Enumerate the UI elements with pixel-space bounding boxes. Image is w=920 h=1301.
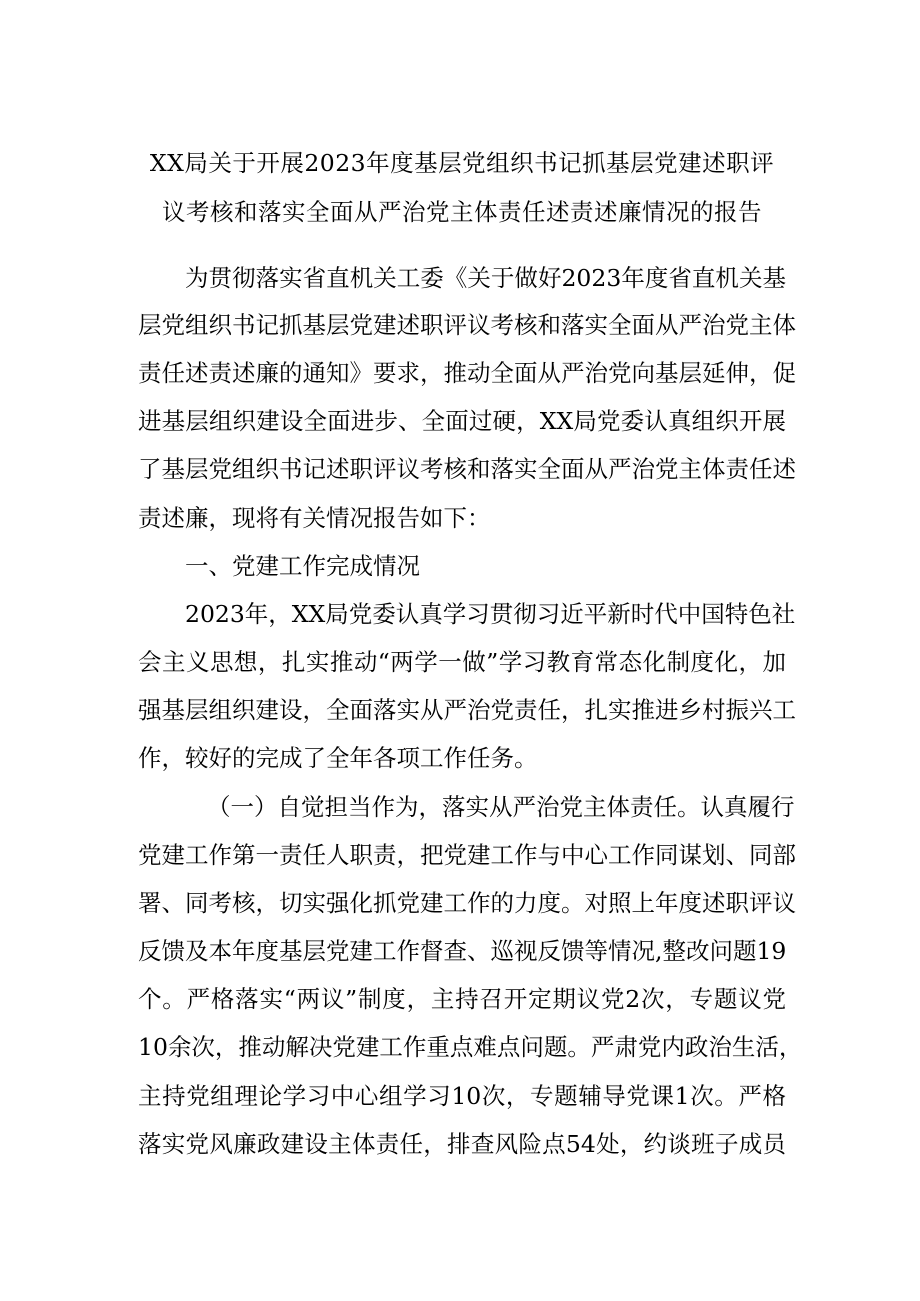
report-title-line-1: XX局关于开展2023年度基层党组织书记抓基层党建述职评	[149, 149, 775, 177]
paragraph-line: 了基层党组织书记述职评议考核和落实全面从严治党主体责任述	[138, 455, 796, 483]
paragraph-line: 10余次，推动解决党建工作重点难点问题。严肃党内政治生活，	[138, 1033, 803, 1061]
paragraph-line: 为贯彻落实省直机关工委《关于做好2023年度省直机关基	[185, 264, 786, 292]
paragraph-line: 层党组织书记抓基层党建述职评议考核和落实全面从严治党主体	[138, 311, 796, 339]
paragraph-line: 个。严格落实“两议”制度，主持召开定期议党2次，专题议党	[138, 985, 786, 1013]
paragraph-line: 落实党风廉政建设主体责任，排查风险点54处，约谈班子成员	[138, 1130, 786, 1158]
paragraph-line: 作，较好的完成了全年各项工作任务。	[138, 744, 538, 772]
paragraph-line: 反馈及本年度基层党建工作督查、巡视反馈等情况,整改问题19	[138, 937, 787, 965]
paragraph-line: （一）自觉担当作为，落实从严治党主体责任。认真履行	[207, 793, 795, 821]
section-heading: 一、党建工作完成情况	[185, 552, 420, 580]
paragraph-line: 党建工作第一责任人职责，把党建工作与中心工作同谋划、同部	[138, 841, 796, 869]
paragraph-line: 进基层组织建设全面进步、全面过硬，XX局党委认真组织开展	[138, 407, 786, 435]
paragraph-line: 强基层组织建设，全面落实从严治党责任，扎实推进乡村振兴工	[138, 696, 796, 724]
paragraph-line: 责述廉，现将有关情况报告如下：	[138, 504, 491, 532]
paragraph-line: 2023年，XX局党委认真学习贯彻习近平新时代中国特色社	[185, 600, 796, 628]
paragraph-line: 署、同考核，切实强化抓党建工作的力度。对照上年度述职评议	[138, 889, 796, 917]
paragraph-line: 会主义思想，扎实推动“两学一做”学习教育常态化制度化，加	[138, 648, 786, 676]
paragraph-line: 责任述责述廉的通知》要求，推动全面从严治党向基层延伸，促	[138, 359, 796, 387]
report-title-line-2: 议考核和落实全面从严治党主体责任述责述廉情况的报告	[162, 198, 762, 226]
paragraph-line: 主持党组理论学习中心组学习10次，专题辅导党课1次。严格	[138, 1082, 786, 1110]
